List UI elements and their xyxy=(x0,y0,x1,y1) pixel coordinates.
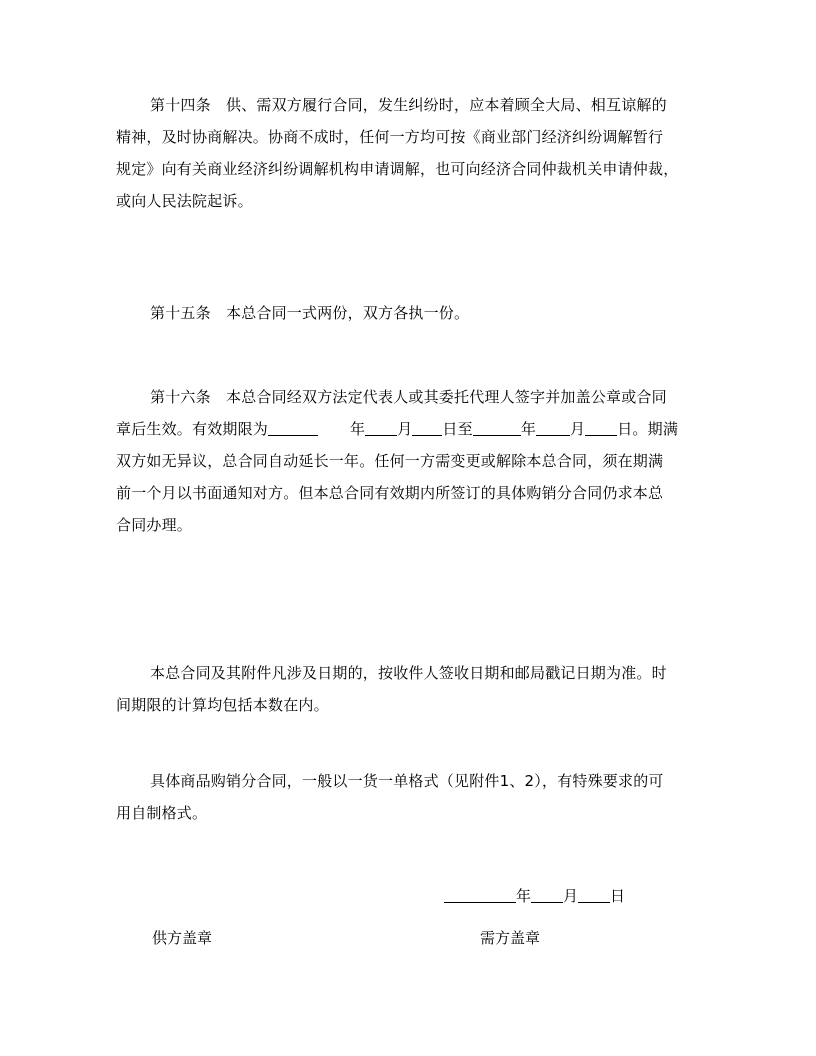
validity-blank-end-year[interactable] xyxy=(473,419,521,436)
dates-note-line-1: 本总合同及其附件凡涉及日期的，按收件人签收日期和邮局戳记日期为准。时 xyxy=(150,664,667,682)
signature-year-label: 年 xyxy=(516,887,532,905)
format-note-line-2: 用自制格式。 xyxy=(116,804,208,822)
validity-blank-start-month[interactable] xyxy=(365,419,397,436)
article-16-line-4: 前一个月以书面通知对方。但本总合同有效期内所签订的具体购销分合同仍求本总 xyxy=(116,484,664,502)
signature-day-blank[interactable] xyxy=(578,886,610,903)
article-16-line-5: 合同办理。 xyxy=(116,516,193,534)
validity-blank-end-day[interactable] xyxy=(585,419,617,436)
article-14-line-3: 规定》向有关商业经济纠纷调解机构申请调解，也可向经济合同仲裁机关申请仲裁， xyxy=(116,160,679,178)
validity-blank-end-month[interactable] xyxy=(536,419,570,436)
article-16-line-2: 章后生效。有效期限为 年 月 日至 年 月 日。期满 xyxy=(116,420,679,438)
signature-month-blank[interactable] xyxy=(531,886,563,903)
dates-note xyxy=(116,657,700,721)
format-note-line-1: 具体商品购销分合同，一般以一货一单格式（见附件1、2），有特殊要求的可 xyxy=(150,772,664,790)
validity-blank-start-day[interactable] xyxy=(412,419,442,436)
article-16 xyxy=(116,381,700,541)
article-14-line-2: 精神，及时协商解决。协商不成时，任何一方均可按《商业部门经济纠纷调解暂行 xyxy=(116,128,664,146)
article-16-line-1: 第十六条 本总合同经双方法定代表人或其委托代理人签字并加盖公章或合同 xyxy=(150,388,667,406)
article-15-line-1: 第十五条 本总合同一式两份，双方各执一份。 xyxy=(150,304,470,322)
format-note xyxy=(116,765,700,829)
supplier-seal-label: 供方盖章 xyxy=(152,929,213,947)
dates-note-line-2: 间期限的计算均包括本数在内。 xyxy=(116,696,329,714)
article-14-line-1: 第十四条 供、需双方履行合同，发生纠纷时，应本着顾全大局、相互谅解的 xyxy=(150,96,667,114)
signature-day-label: 日 xyxy=(610,887,626,905)
article-14 xyxy=(116,89,700,217)
signature-month-label: 月 xyxy=(563,887,579,905)
article-14-line-4: 或向人民法院起诉。 xyxy=(116,192,253,210)
signature-date-line xyxy=(444,884,625,908)
validity-blank-start[interactable] xyxy=(268,419,318,436)
buyer-seal-label: 需方盖章 xyxy=(480,929,541,947)
signature-year-blank[interactable] xyxy=(444,886,516,903)
article-16-line-3: 双方如无异议，总合同自动延长一年。任何一方需变更或解除本总合同，须在期满 xyxy=(116,452,664,470)
article-15 xyxy=(116,297,700,329)
